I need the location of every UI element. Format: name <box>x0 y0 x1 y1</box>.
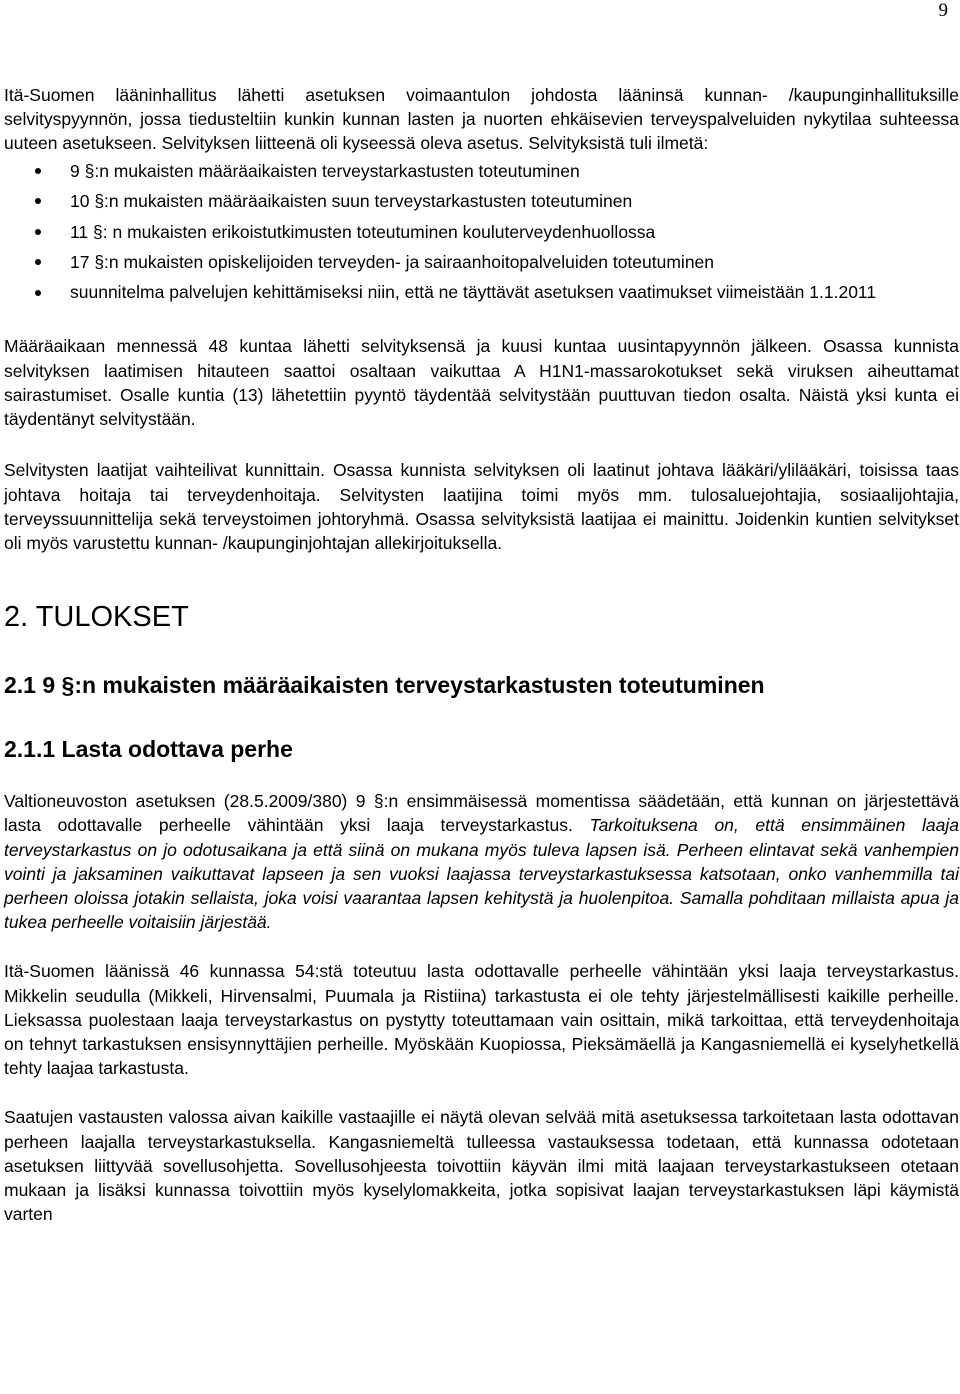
bullet-icon <box>35 198 41 204</box>
decree-paragraph <box>4 789 959 934</box>
requirements-list <box>4 156 959 307</box>
subsubsection-heading: 2.1.1 Lasta odottava perhe <box>4 736 293 763</box>
bullet-icon <box>35 290 41 296</box>
list-item <box>4 156 959 187</box>
list-item <box>4 247 959 278</box>
answers-paragraph: Saatujen vastausten valossa aivan kaikille vastaajille ei näytä olevan selvää mitä asetuksessa tarkoitetaan lasta odottavan perheen laajalla terveystarkastuksella. Kangasniemeltä tulleessa vastauksessa todetaan, että kunnassa odotetaan asetuksen liittyvää sovellusohjetta. Sovellusohjeesta toivottiin käyvän ilmi mitä laajaan terveystarkastukseen otetaan mukaan ja lisäksi kunnassa toivottiin myös kyselylomakkeita, jotka sopisivat laajan terveystarkastuksen läpi käymistä varten <box>4 1107 959 1225</box>
intro-paragraph: Itä-Suomen lääninhallitus lähetti asetuksen voimaantulon johdosta lääninsä kunnan- /kaupunginhallituksille selvityspyynnön, jossa tiedusteltiin kunkin kunnan lasten ja nuorten ehkäisevien terveyspalveluiden nykytilaa suhteessa uuteen asetukseen. Selvityksen liitteenä oli kyseessä oleva asetus. Selvityksistä tuli ilmetä: <box>4 85 959 154</box>
decree-text: Valtioneuvoston asetuksen (28.5.2009/380) 9 §:n ensimmäisessä momentissa säädetään, että kunnan on järjestettävä lasta odottavalle perheelle vähintään yksi laaja terveystarkastus. <box>4 791 959 836</box>
page-number: 9 <box>938 0 948 21</box>
list-item <box>4 186 959 217</box>
region-paragraph: Itä-Suomen läänissä 46 kunnassa 54:stä toteutuu lasta odottavalle perheelle vähintään yksi laaja terveystarkastus. Mikkelin seudulla (Mikkeli, Hirvensalmi, Puumala ja Ristiina) tarkastusta ei ole tehty järjestelmällisesti kaikille perheille. Lieksassa puolestaan laaja terveystarkastus on pystytty toteuttamaan vain osittain, mikä tarkoittaa, että terveydenhoitaja on tehnyt tarkastuksen ensisynnyttäjien perheille. Myöskään Kuopiossa, Pieksämäellä ja Kangasniemellä ei kyselyhetkellä tehty laajaa tarkastusta. <box>4 961 959 1079</box>
list-item-text: 11 §: n mukaisten erikoistutkimusten toteutuminen kouluterveydenhuollossa <box>70 221 656 242</box>
bullet-icon <box>35 168 41 174</box>
subsection-heading: 2.1 9 §:n mukaisten määräaikaisten terveystarkastusten toteutuminen <box>4 672 765 699</box>
list-item-text: 10 §:n mukaisten määräaikaisten suun terveystarkastusten toteutuminen <box>70 191 633 212</box>
list-item <box>4 278 959 307</box>
authors-paragraph: Selvitysten laatijat vaihteilivat kunnittain. Osassa kunnista selvityksen oli laatinut johtava lääkäri/ylilääkäri, toisissa taas johtava hoitaja tai terveydenhoitaja. Selvitysten laatijina toimi myös mm. tulosaluejohtajia, sosiaalijohtajia, terveyssuunnittelija sekä terveystoimen johtoryhmä. Osassa selvityksistä laatijaa ei mainittu. Joidenkin kuntien selvitykset oli myös varustettu kunnan- /kaupunginjohtajan allekirjoituksella. <box>4 460 959 553</box>
list-item <box>4 217 959 248</box>
deadline-paragraph: Määräaikaan mennessä 48 kuntaa lähetti selvityksensä ja kuusi kuntaa uusintapyynnön jälkeen. Osassa kunnista selvityksen laatimisen hitauteen saattoi osaltaan vaikuttaa A H1N1-massarokotukset sekä viruksen aiheuttamat sairastumiset. Osalle kuntia (13) lähetettiin pyyntö täydentää selvitystään puuttuvan tiedon osalta. Näistä yksi kunta ei täydentänyt selvitystään. <box>4 336 959 430</box>
list-item-text: 17 §:n mukaisten opiskelijoiden terveyden- ja sairaanhoitopalveluiden toteutuminen <box>70 252 715 273</box>
list-item-text: suunnitelma palvelujen kehittämiseksi niin, että ne täyttävät asetuksen vaatimukset viimeistään 1.1.2011 <box>70 281 877 302</box>
list-item-text: 9 §:n mukaisten määräaikaisten terveystarkastusten toteutuminen <box>70 160 580 181</box>
bullet-icon <box>35 259 41 265</box>
section-heading: 2. TULOKSET <box>4 601 189 634</box>
document-body <box>4 83 959 1226</box>
bullet-icon <box>35 229 41 235</box>
decree-purpose-text: Tarkoituksena on, että ensimmäinen laaja terveystarkastus on jo odotusaikana ja että siinä on mukana myös tuleva lapsen isä. Perheen elintavat sekä vanhempien vointi ja jaksaminen vaikuttavat lapseen ja sen vuoksi laajassa terveystarkastuksessa katsotaan, onko vanhemmilla tai perheen oloissa jotakin sellaista, joka voisi vaarantaa lapsen kehitystä ja huolenpitoa. Samalla pohditaan millaista apua ja tukea perheelle voitaisiin järjestää. <box>4 815 959 933</box>
